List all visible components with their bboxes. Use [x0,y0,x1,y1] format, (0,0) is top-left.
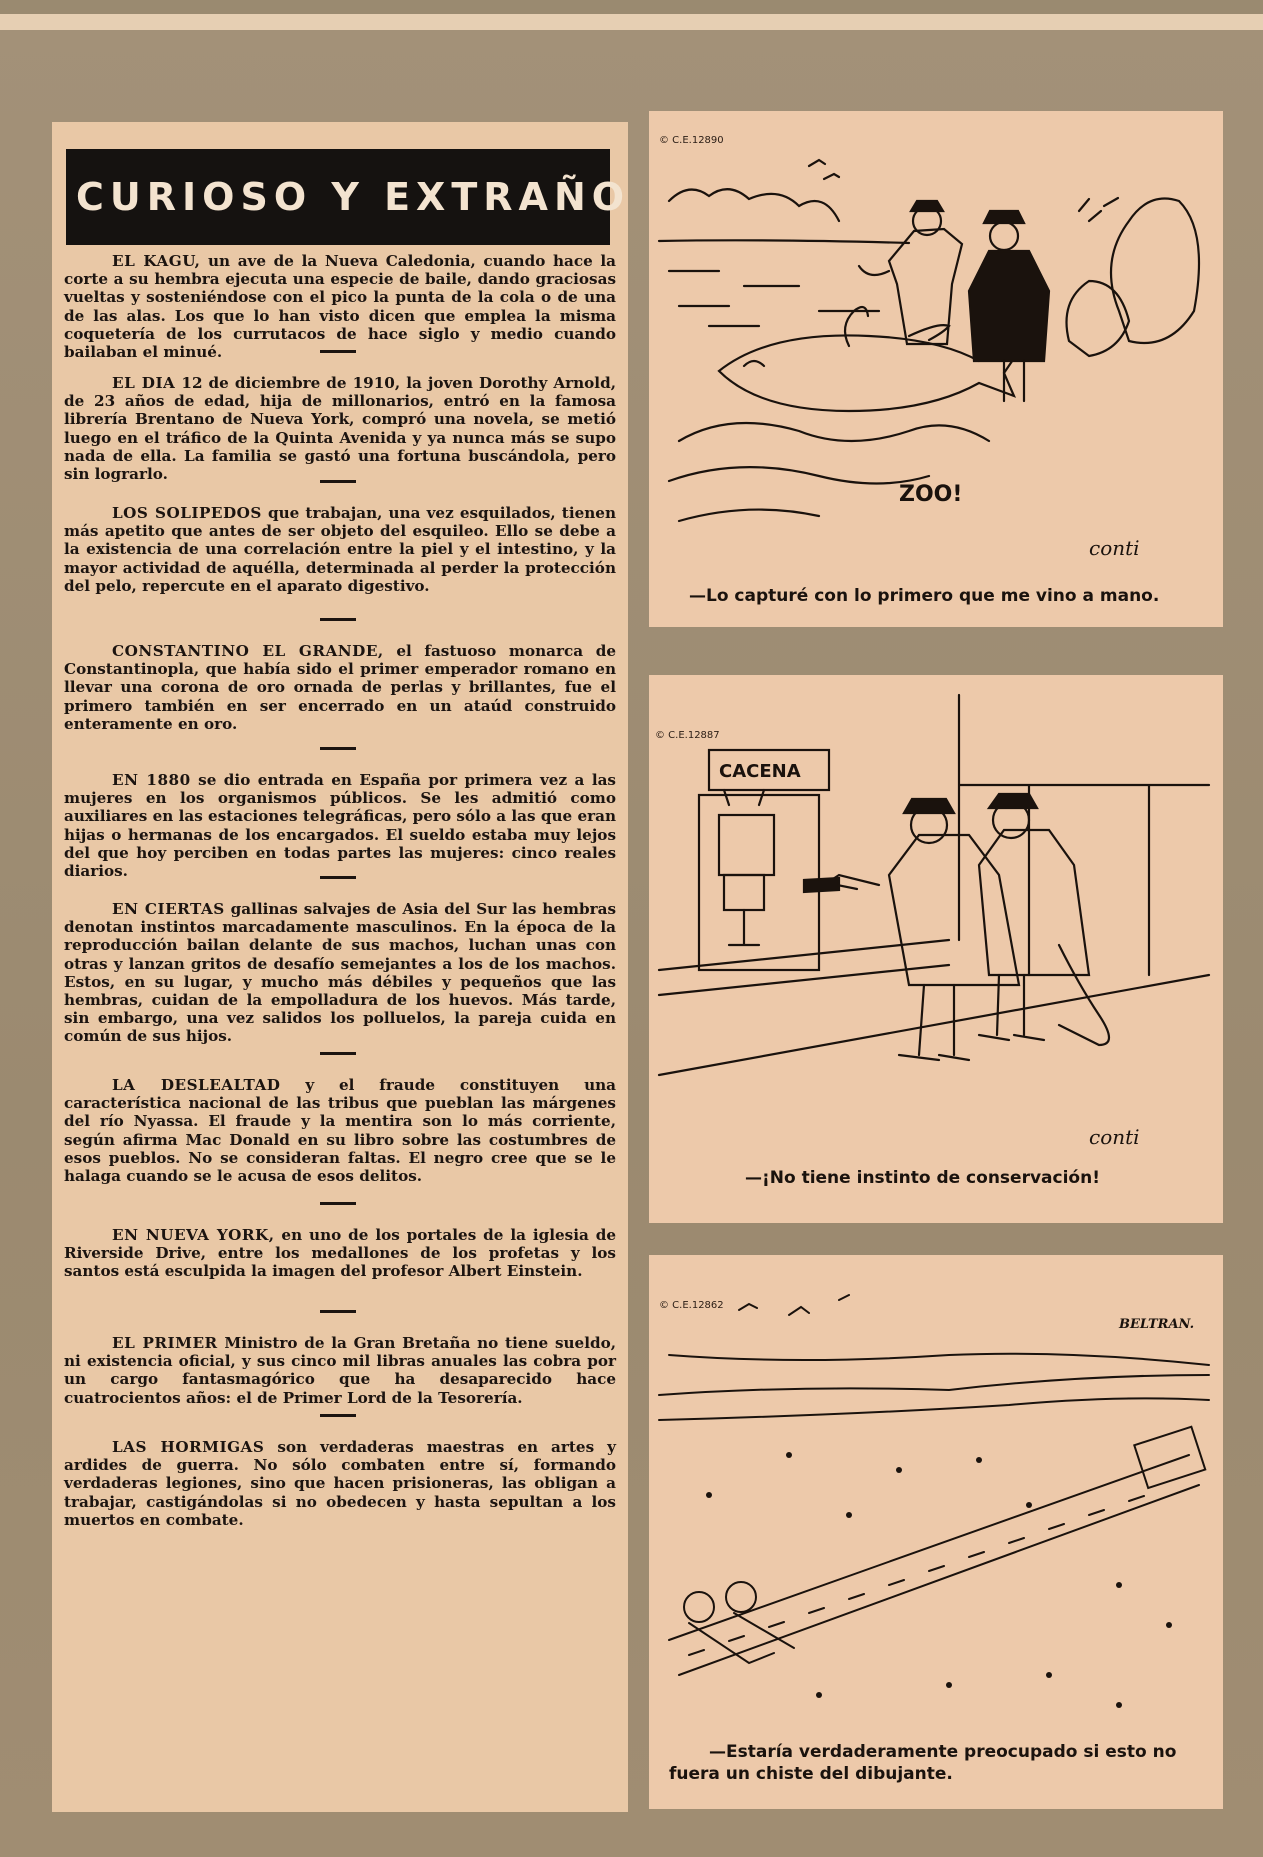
sound-effect: ZOO! [899,482,963,507]
article-hormigas: LAS HORMIGAS son verdaderas maestras en artes y ardides de guerra. No sólo combaten entre sí, formando verdaderas legiones, sino que hacen prisioneras, las obligan a trabajar, castigándolas si no obedecen y hasta sepultan a los muertos en combate. [64,1438,616,1529]
article-dorothy-arnold: EL DIA 12 de diciembre de 1910, la joven Dorothy Arnold, de 23 años de edad, hija de millonarios, entró en la famosa librería Brentano de Nueva York, compró una novela, se metió luego en el tráfico de la Quinta Avenida y ya nunca más se supo nada de ella. La familia se gastó una fortuna buscándola, pero sin lograrlo. [64,374,616,484]
separator [320,1414,356,1417]
article-deslealtad: LA DESLEALTAD y el fraude constituyen una característica nacional de las tribus que pueblan las márgenes del río Nyassa. El fraude y la mentira son lo más corriente, según afirma Mac Donald en su libro sobre las costumbres de esos pueblos. No se consideran faltas. El negro cree que se le halaga cuando se le acusa de esos delitos. [64,1076,616,1186]
cartoon-caption: —¡No tiene instinto de conservación! [745,1168,1100,1188]
separator [320,1202,356,1205]
article-1880: EN 1880 se dio entrada en España por primera vez a las mujeres en los organismos públicos. Se les admitió como auxiliares en las estaciones telegráficas, pero sólo a las que eran hijas o hermanas de los encargados. El sueldo estaba muy lejos del que hoy perciben en todas partes las mujeres: cinco reales diarios. [64,771,616,881]
signature: conti [1089,1125,1140,1149]
shop-sign: CACENA [719,761,801,782]
separator [320,876,356,879]
page-edge [0,14,1263,30]
text-column [52,122,631,1812]
separator [320,747,356,750]
cartoon-fish [649,111,1223,627]
article-constantino: CONSTANTINO EL GRANDE, el fastuoso monarca de Constantinopla, que había sido el primer emperador romano en llevar una corona de oro ornada de perlas y brillantes, fue el primero también en ser encerrado en un ataúd construido enteramente en oro. [64,642,616,733]
signature: conti [1089,536,1140,560]
cartoon-caption: —Lo capturé con lo primero que me vino a mano. [689,586,1160,606]
article-nueva-york: EN NUEVA YORK, en uno de los portales de la iglesia de Riverside Drive, entre los medallones de los profetas y los santos está esculpida la imagen del profesor Albert Einstein. [64,1226,616,1281]
copyright-notice: © C.E.12890 [659,135,724,146]
separator [320,350,356,353]
section-heading: CURIOSO Y EXTRAÑO [66,149,610,245]
cartoon-railway [649,1255,1223,1809]
signature: BELTRAN. [1119,1317,1195,1332]
article-solipedos: LOS SOLIPEDOS que trabajan, una vez esquilados, tienen más apetito que antes de ser objeto del esquileo. Ello se debe a la existencia de una correlación entre la piel y el intestino, y la mayor actividad de aquélla, determinada al perder la protección del pelo, repercute en el aparato digestivo. [64,504,616,595]
magazine-page [0,14,1263,1857]
cartoon-caption: —Estaría verdaderamente preocupado si esto no fuera un chiste del dibujante. [669,1742,1177,1784]
cartoon-robot [649,675,1223,1223]
railway-cartoon-drawing [649,1255,1223,1809]
article-gallinas: EN CIERTAS gallinas salvajes de Asia del Sur las hembras denotan instintos marcadamente masculinos. En la época de la reproducción bailan delante de sus machos, luchan unas con otras y lanzan gritos de desafío semejantes a los de los machos. Estos, en su lugar, y mucho más débiles y pequeños que las hembras, cuidan de la empolladura de los huevos. Más tarde, sin embargo, una vez salidos los polluelos, la pareja cuida en común de sus hijos. [64,900,616,1046]
article-primer-ministro: EL PRIMER Ministro de la Gran Bretaña no tiene sueldo, ni existencia oficial, y sus cinco mil libras anuales las cobra por un cargo fantasmagórico que ha desaparecido hace cuatrocientos años: el de Primer Lord de la Tesorería. [64,1334,617,1407]
copyright-notice: © C.E.12862 [659,1300,724,1311]
separator [320,480,356,483]
article-kagu: EL KAGU, un ave de la Nueva Caledonia, cuando hace la corte a su hembra ejecuta una especie de baile, dando graciosas vueltas y sosteniéndose con el pico la punta de la cola o de una de las alas. Los que lo han visto dicen que emplea la misma coquetería de los currutacos de hace siglo y medio cuando bailaban el minué. [64,252,616,362]
separator [320,618,356,621]
copyright-notice: © C.E.12887 [655,730,720,741]
separator [320,1052,356,1055]
separator [320,1310,356,1313]
